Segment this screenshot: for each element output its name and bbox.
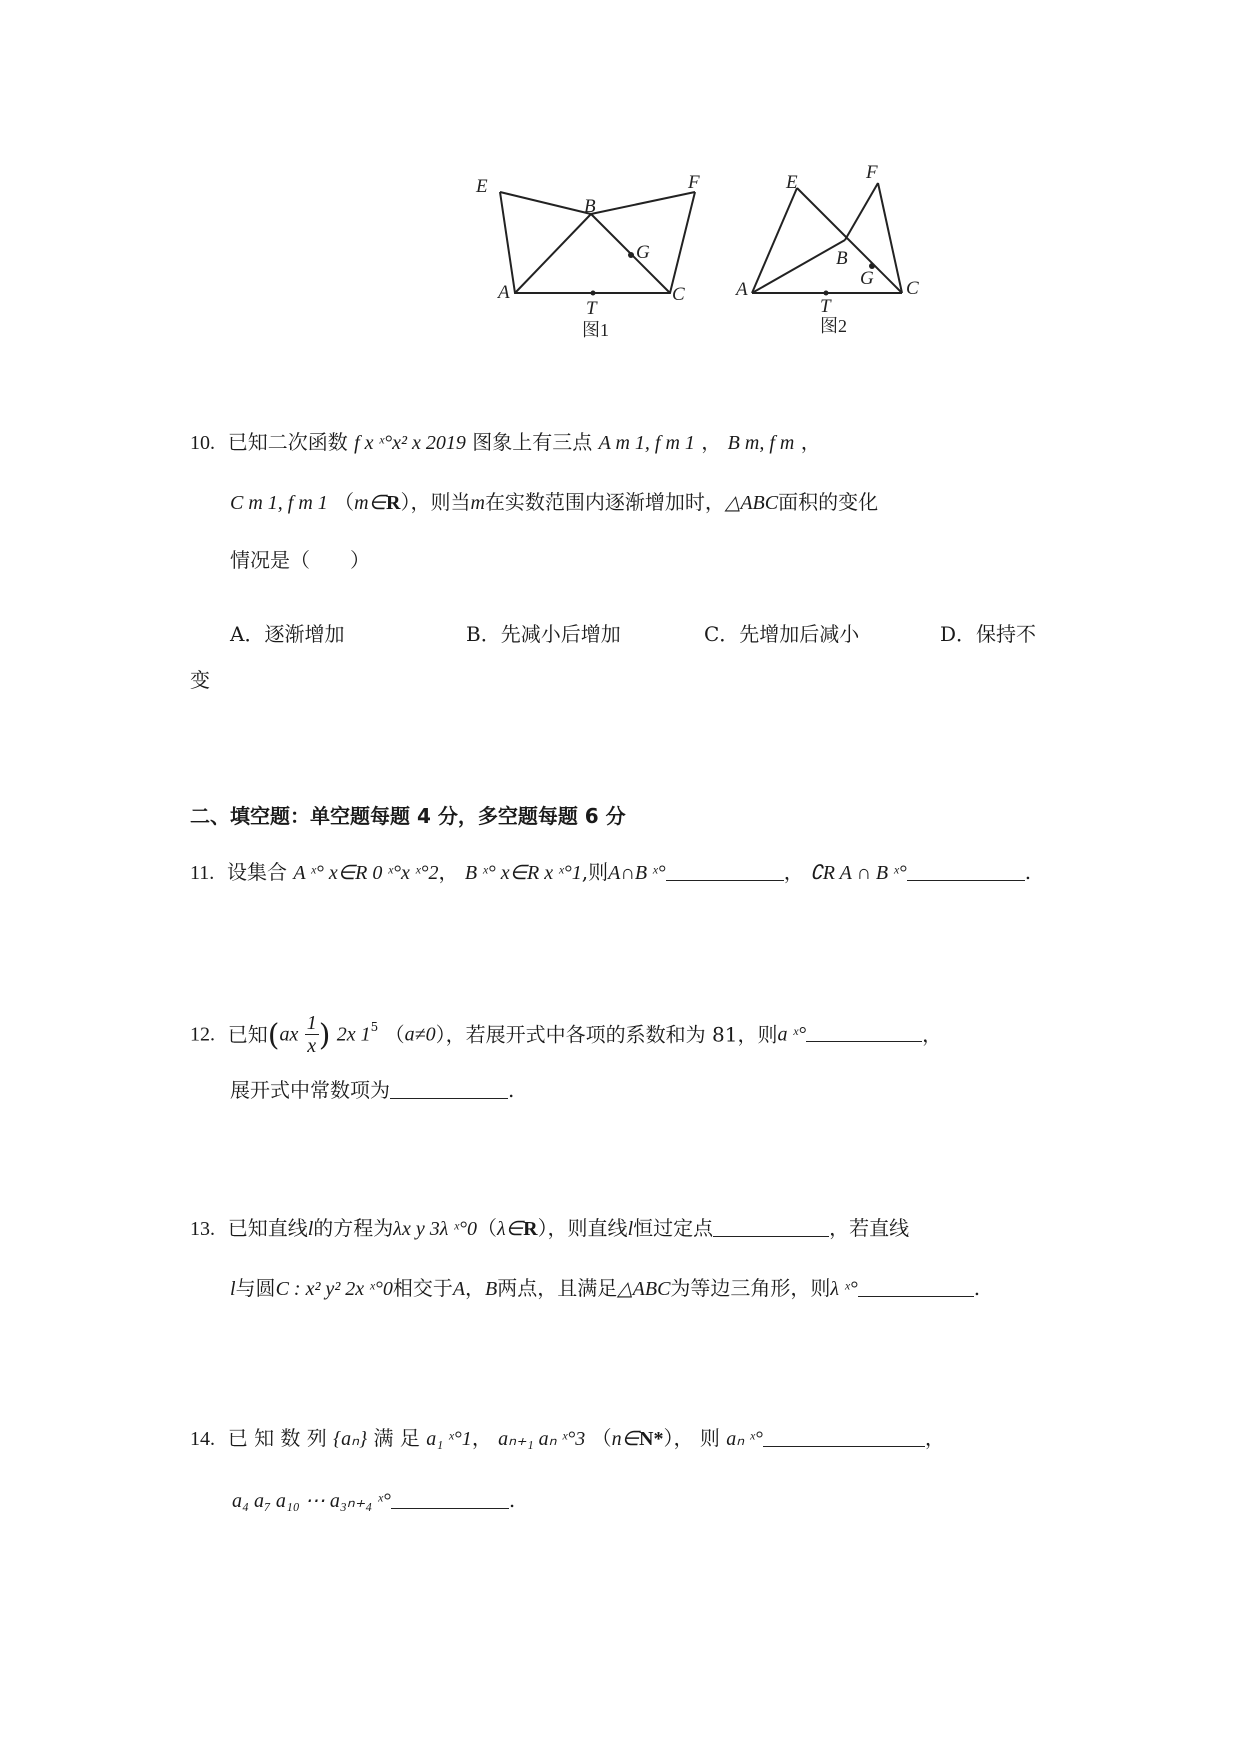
q10-text-2e: ），则当	[400, 490, 471, 514]
section-2-title: 二、填空题：单空题每题 4 分，多空题每题 6 分	[190, 804, 626, 828]
q12-right-paren: )	[318, 1018, 331, 1053]
q12-line2	[230, 1080, 514, 1100]
q10-point-a: A m 1, f m 1	[598, 432, 695, 454]
q13-text-j: 恒过定点	[633, 1216, 714, 1240]
label-g2: G	[860, 268, 874, 289]
q11-complement: ∁R A ∩ B ˣ°	[810, 862, 907, 884]
q10-line1	[190, 432, 821, 453]
q10-text-2g: 在实数范围内逐渐增加时，	[484, 490, 725, 514]
label-b2: B	[836, 248, 848, 269]
q14-an-equals: aₙ ˣ°	[726, 1428, 763, 1450]
point-g1	[628, 252, 634, 258]
label-g1: G	[636, 242, 650, 263]
q12-comma: ，	[922, 1022, 943, 1047]
q13-line1	[190, 1218, 909, 1239]
q13-a: A	[452, 1278, 466, 1300]
q12-a-equals: a ˣ°	[777, 1023, 807, 1046]
q13-lambda-equals: λ ˣ°	[830, 1278, 858, 1300]
q14-recurrence: aₙ₊₁ aₙ ˣ°3	[498, 1428, 586, 1450]
q13-text-k: ，若直线	[829, 1216, 910, 1240]
q10-number: 10.	[190, 432, 215, 454]
q12-binomial: 2x 1	[336, 1023, 371, 1046]
q13-text-a: 已知直线	[227, 1216, 308, 1240]
q12-text-d: （	[384, 1022, 405, 1047]
q12-text-a: 已知	[227, 1022, 268, 1047]
q13-reals: R	[523, 1218, 538, 1240]
caption-fig2: 图2	[820, 316, 847, 336]
q12-number: 12.	[190, 1023, 215, 1046]
q10-point-c: C m 1, f m 1	[230, 492, 328, 514]
q10-point-b: B m, f m	[727, 432, 795, 454]
q13-l: l	[307, 1218, 314, 1240]
q12-period: .	[508, 1078, 515, 1102]
q10-text-2i: 面积的变化	[778, 490, 879, 514]
q14-naturals: N*	[639, 1428, 664, 1450]
q10-m-in: m∈	[354, 492, 387, 514]
q10-option-c[interactable]: C．先增加后减小	[704, 622, 860, 646]
q11-intersection: A∩B ˣ°	[608, 862, 666, 884]
q10-line3: 情况是（ ）	[230, 548, 370, 572]
q13-text-e: （	[477, 1216, 498, 1240]
label-f1: F	[688, 172, 700, 193]
q10-comma-2: ，	[800, 430, 821, 454]
q10-option-a[interactable]: A．逐渐增加	[230, 622, 345, 646]
label-a1: A	[498, 282, 510, 303]
q10-text-1a: 已知二次函数	[227, 430, 348, 454]
q14-a1: a₁ ˣ°1	[426, 1428, 472, 1450]
q10-m: m	[470, 492, 485, 514]
q13-equation: λx y 3λ ˣ°0	[393, 1218, 478, 1240]
q13-period: .	[973, 1276, 981, 1300]
geometry-figure-svg	[476, 162, 1040, 385]
q10-function: f x ˣ°x² x 2019	[354, 432, 466, 454]
q10-option-d-wrap: 变	[190, 668, 210, 692]
q14-text-j: ）， 则	[663, 1426, 720, 1450]
q14-answer-1-blank[interactable]	[763, 1428, 925, 1447]
q11-set-b: B ˣ° x∈R x ˣ°1	[464, 862, 582, 884]
point-t2	[824, 291, 829, 296]
point-t1	[591, 291, 596, 296]
q13-number: 13.	[190, 1218, 215, 1240]
q14-text-g: （	[591, 1426, 612, 1450]
q14-comma: ，	[471, 1426, 492, 1450]
label-f2: F	[866, 162, 878, 183]
q11-period: .	[1024, 860, 1032, 884]
q12-ax: ax	[279, 1023, 299, 1046]
q14-sum: a₄ a₇ a₁₀ ⋯ a₃ₙ₊₄ ˣ°	[232, 1490, 391, 1512]
q12-fraction-numerator: 1	[306, 1012, 317, 1034]
q13-l-3: l	[230, 1278, 236, 1300]
q10-option-d[interactable]: D．保持不	[940, 622, 1037, 646]
q13-circle: C : x² y² 2x ˣ°0	[275, 1278, 393, 1300]
q11-set-a: A ˣ° x∈R 0 ˣ°x ˣ°2	[293, 862, 439, 884]
q13-text-c: 的方程为	[313, 1216, 394, 1240]
q10-text-1c: 图象上有三点	[472, 430, 593, 454]
q13-text-l2j: 为等边三角形，则	[670, 1276, 831, 1300]
q14-n-in: n∈	[611, 1428, 640, 1450]
q10-reals: R	[386, 492, 401, 514]
q14-text-c: 满 足	[373, 1426, 420, 1450]
q12-answer-1-blank[interactable]	[806, 1023, 922, 1042]
caption-fig1: 图1	[582, 320, 609, 340]
q12-answer-2-blank[interactable]	[390, 1080, 508, 1099]
q11-answer-2-blank[interactable]	[907, 862, 1025, 881]
q14-period: .	[508, 1488, 516, 1512]
q12-exponent: 5	[370, 1020, 379, 1034]
q10-option-b[interactable]: B．先减小后增加	[466, 622, 621, 646]
q11-number: 11.	[190, 862, 215, 884]
q13-answer-1-blank[interactable]	[713, 1218, 829, 1237]
q12-left-paren: (	[267, 1018, 280, 1053]
label-b1: B	[584, 196, 596, 217]
q12-fraction-denominator: x	[307, 1035, 317, 1057]
q13-lambda-in: λ∈	[497, 1218, 524, 1240]
q12-fraction	[305, 1012, 319, 1057]
q14-number: 14.	[190, 1428, 215, 1450]
label-e1: E	[476, 176, 488, 197]
q11-answer-1-blank[interactable]	[666, 862, 784, 881]
q14-answer-2-blank[interactable]	[391, 1490, 509, 1509]
label-t1: T	[586, 298, 597, 319]
q12-text-f: ），若展开式中各项的系数和为 81，则	[435, 1022, 778, 1047]
q10-line2	[230, 492, 878, 513]
geometry-figure	[476, 162, 1040, 385]
q10-comma-1: ，	[701, 430, 722, 454]
label-c2: C	[906, 278, 919, 299]
q11-line	[190, 862, 1031, 883]
q10-triangle: △ABC	[724, 492, 779, 514]
q11-comma: ，	[438, 860, 459, 884]
q14-line2	[232, 1490, 515, 1511]
q14-line1	[190, 1428, 945, 1449]
q13-text-l2b: 与圆	[235, 1276, 276, 1300]
q12-condition: a≠0	[404, 1023, 436, 1046]
q12-text-line2: 展开式中常数项为	[230, 1078, 390, 1102]
q14-comma-2: ，	[924, 1426, 945, 1450]
q13-text-l2d: 相交于	[392, 1276, 453, 1300]
q13-text-l2h: 两点，且满足	[497, 1276, 618, 1300]
q10-text-2b: （	[334, 490, 355, 514]
q13-line2	[230, 1278, 980, 1299]
q11-text-a: 设集合	[226, 860, 287, 884]
label-t2: T	[820, 296, 831, 317]
q13-answer-2-blank[interactable]	[858, 1278, 974, 1297]
label-e2: E	[786, 172, 798, 193]
q13-l-2: l	[627, 1218, 634, 1240]
label-c1: C	[672, 284, 685, 305]
q13-b: B	[485, 1278, 498, 1300]
figure-2	[752, 183, 902, 293]
q14-text-a: 已 知 数 列	[227, 1426, 327, 1450]
q11-comma-2: ，	[783, 860, 804, 884]
q13-comma: ，	[465, 1276, 486, 1300]
q13-triangle: △ABC	[617, 1278, 671, 1300]
figure-1	[500, 192, 695, 293]
q14-sequence: {aₙ}	[333, 1428, 368, 1450]
label-a2: A	[736, 279, 748, 300]
q13-text-h: ），则直线	[537, 1216, 628, 1240]
q11-text-e: ,则	[581, 860, 609, 884]
q12-line1	[190, 1012, 942, 1057]
